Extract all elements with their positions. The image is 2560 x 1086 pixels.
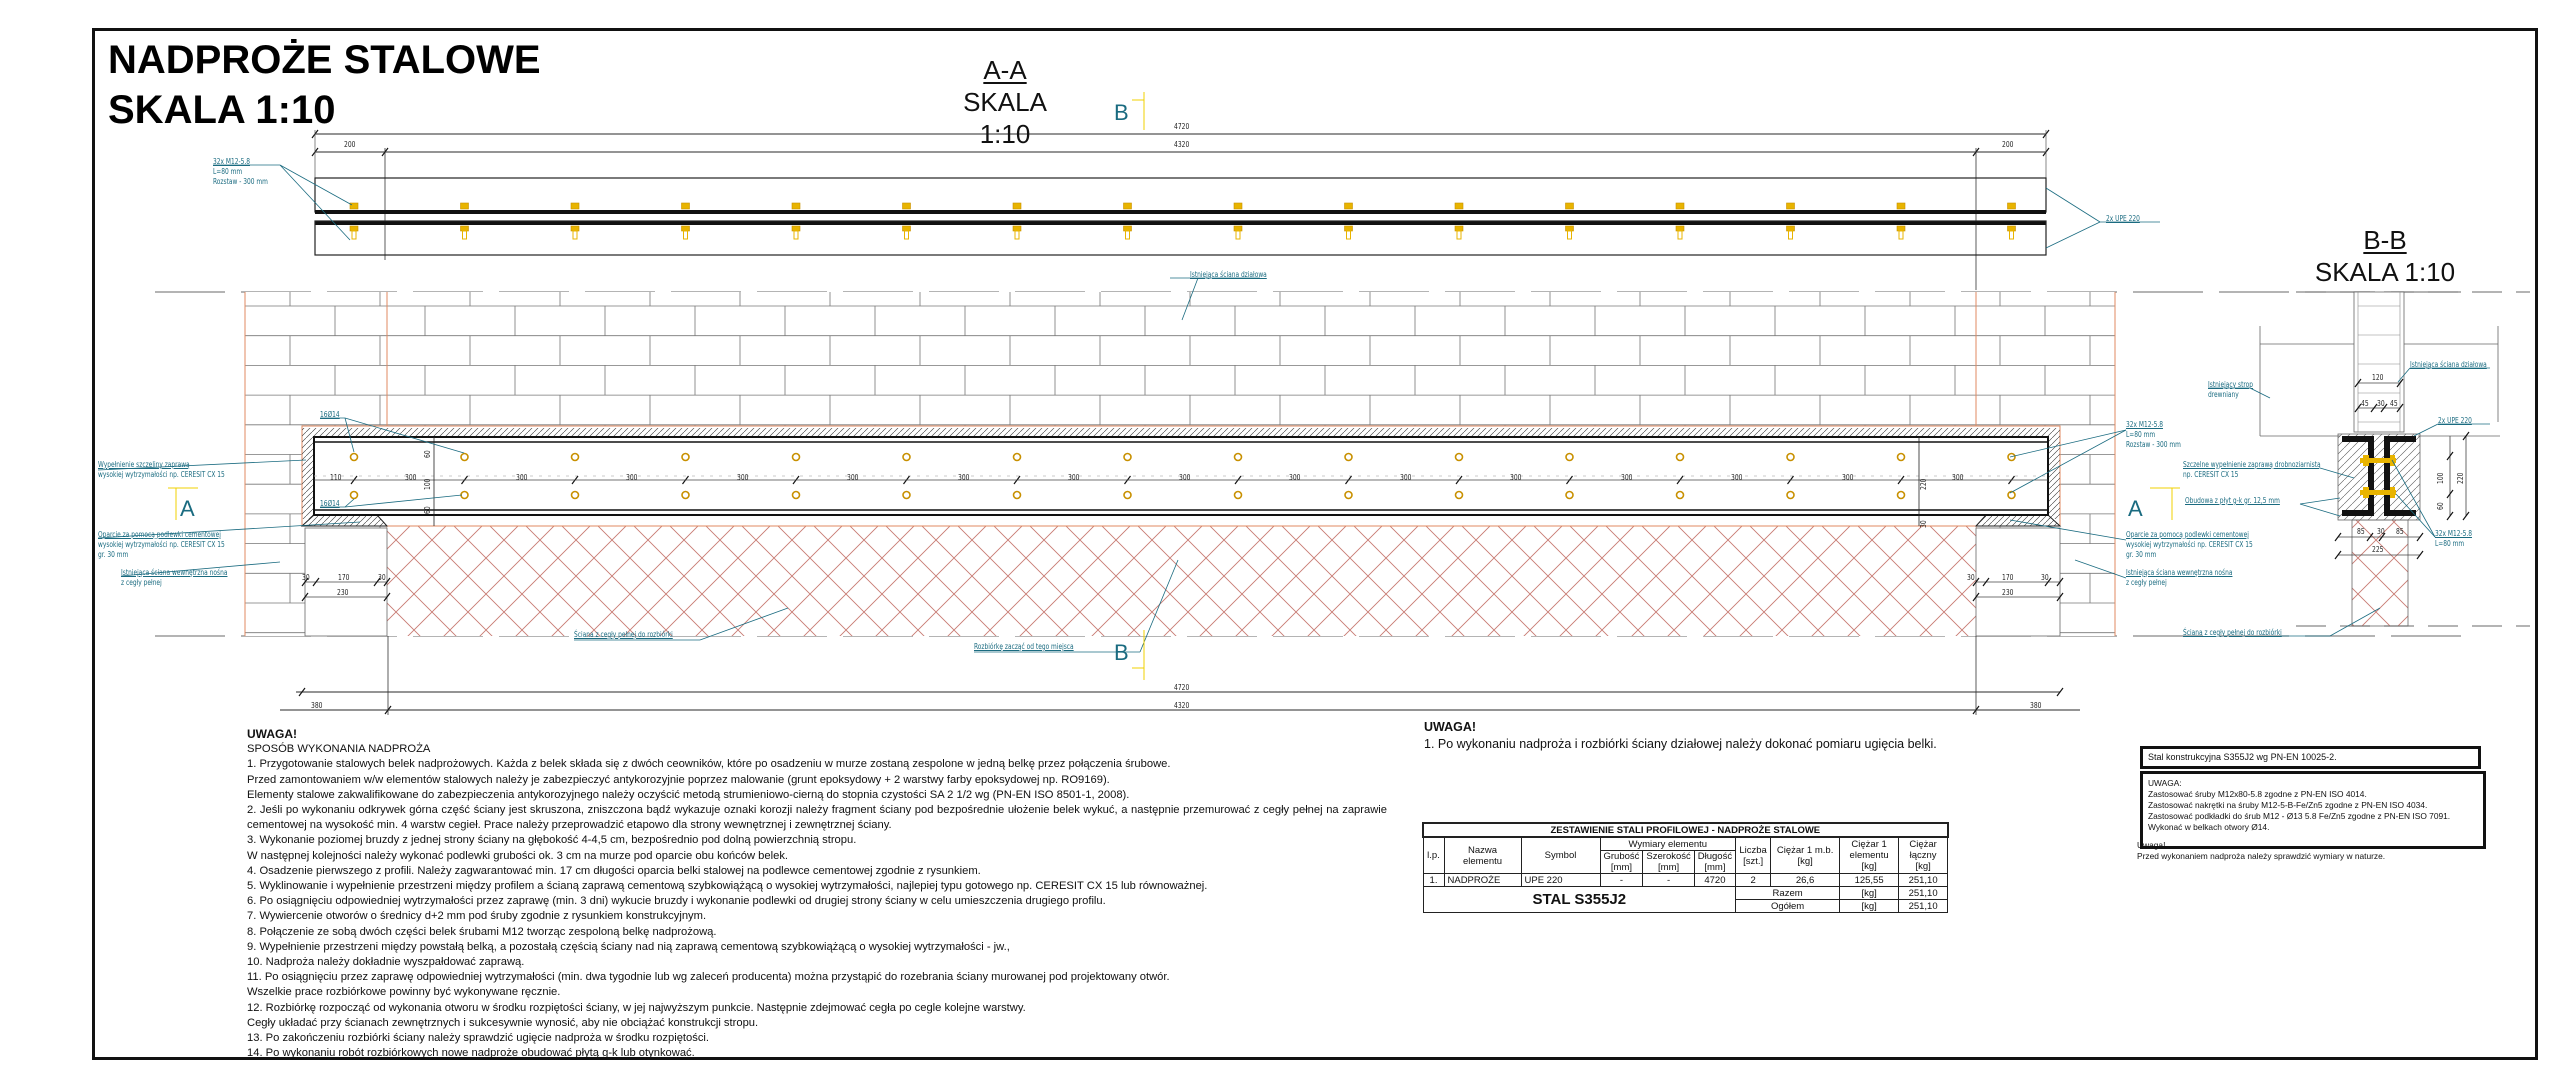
- bolt-head: [1676, 203, 1684, 209]
- cut-marker-a-right: A: [2128, 496, 2143, 521]
- leader: [2414, 424, 2438, 436]
- bolt-hole: [682, 492, 689, 499]
- th-dims-group: Wymiary elementu: [1600, 837, 1736, 851]
- bb-dim-h2: 60: [2436, 502, 2445, 510]
- bb-dim-h1: 100: [2436, 472, 2445, 484]
- th-width: Szerokość [mm]: [1643, 851, 1694, 874]
- label-bolts-right-3: Rozstaw - 300 mm: [2126, 440, 2181, 449]
- label-support-right-2: wysokiej wytrzymałości np. CERESIT CX 15: [2126, 540, 2253, 549]
- dim-spacing: 300: [1620, 473, 1632, 482]
- notes-lines: [247, 757, 1387, 1061]
- bolt-hole: [1345, 492, 1352, 499]
- note-line: 12. Rozbiórkę rozpocząć od wykonania otworu w środku rozpiętości ściany, w jej najwyższym punkcie. Następnie zdejmować cegła po cegle kolejne warstwy.: [247, 1001, 1026, 1014]
- bolt-head: [461, 203, 469, 209]
- bolt-head: [1234, 203, 1242, 209]
- bolt-head: [1897, 203, 1905, 209]
- label-holes-bottom: 16Ø14: [320, 499, 340, 508]
- label-bolts-right-2: L=80 mm: [2126, 430, 2156, 439]
- bolt-shank: [794, 231, 798, 239]
- bolt-shank: [1678, 231, 1682, 239]
- notes-subheading: SPOSÓB WYKONANIA NADPROŻA: [247, 743, 431, 756]
- plan-bolts-label-1: 32x M12-5.8: [213, 157, 250, 166]
- grand-value: 251,10: [1899, 900, 1948, 913]
- bolt-spec-box: [2140, 771, 2486, 849]
- dim-mid: 100: [423, 478, 432, 490]
- label-bearing-wall-right-2: z cegły pełnej: [2126, 578, 2167, 587]
- bb-dim-b1: 45: [2361, 399, 2369, 408]
- bb-label-timber-floor-2: drewniany: [2208, 390, 2239, 399]
- steel-spec-box: Stal konstrukcyjna S355J2 wg PN-EN 10025-2.: [2140, 746, 2481, 769]
- section-aa-title: [935, 54, 1075, 150]
- bolt-shank: [463, 231, 467, 239]
- label-support-left-3: gr. 30 mm: [98, 550, 129, 559]
- cell-weight-m: 26,6: [1771, 874, 1840, 887]
- label-bearing-wall-left-1: Istniejąca ściana wewnętrzna nośna: [121, 568, 228, 577]
- cell-length: 4720: [1694, 874, 1735, 887]
- cut-marker-b-bottom: B: [1114, 640, 1129, 665]
- bolt-nut: [350, 226, 358, 231]
- bolt-nut: [1897, 226, 1905, 231]
- cell-count: 2: [1736, 874, 1771, 887]
- bolt-hole: [903, 492, 910, 499]
- dim-inner-top: 4320: [1174, 140, 1190, 149]
- pad-right: [1976, 515, 2060, 526]
- measurement-note: [1424, 719, 1937, 753]
- dim-bearing-l-total: 230: [337, 588, 349, 597]
- dim-height-right: 220: [1919, 478, 1928, 490]
- bolt-hole: [1235, 454, 1242, 461]
- bolt-nut: [682, 226, 690, 231]
- dim-edge-bottom: 60: [423, 506, 432, 514]
- label-support-left: [98, 530, 225, 560]
- leader: [2300, 504, 2340, 516]
- note-line: W następnej kolejności należy wykonać podlewki grubości ok. 3 cm na murze pod oparcie obu końców belek.: [247, 849, 789, 862]
- bolt-nut: [461, 226, 469, 231]
- bolt-nut-section: [2390, 487, 2395, 498]
- plan-bolts-label-3: Rozstaw - 300 mm: [213, 177, 268, 186]
- cut-marker-b-top: B: [1114, 100, 1129, 125]
- dim-end-left-top: 200: [344, 140, 356, 149]
- dim-spacing: 300: [1068, 473, 1080, 482]
- table-row: [1423, 874, 1948, 887]
- bolt-head: [682, 203, 690, 209]
- bolt-hole: [1898, 454, 1905, 461]
- bolt-head: [1345, 203, 1353, 209]
- measurement-note-heading: UWAGA!: [1424, 720, 1477, 734]
- bolt-nut: [1013, 226, 1021, 231]
- bb-label-timber-floor-1: Istniejący strop: [2208, 380, 2254, 389]
- bolt-nut: [1234, 226, 1242, 231]
- note-line: 2. Jeśli po wykonaniu odkrywek górna część ściany jest skruszona, zniszczona bądź wykazuje oznaki korozji należy fragment ściany pod bezpośrednie ułożenie belek wykuć, a następnie przemurować z cegły pełnej na zaprawie cementowej na wysokość min. 4 warstw cegieł. Prace należy przeprowadzić etapowo dla strony wewnętrznej i zewnętrznej ściany.: [247, 804, 1387, 832]
- bolt-spec-line: Wykonać w belkach otwory Ø14.: [2148, 822, 2270, 832]
- cell-name: NADPROŻE: [1444, 874, 1521, 887]
- label-demolish-wall: Ściana z cegły pełnej do rozbiórki: [574, 630, 673, 639]
- dim-bearing-r-c: 30: [2041, 573, 2049, 582]
- leader: [2046, 222, 2100, 248]
- bolt-nut: [1787, 226, 1795, 231]
- final-note: [2137, 840, 2385, 862]
- bolt-hole: [1677, 492, 1684, 499]
- dim-bearing-r-a: 30: [1967, 573, 1975, 582]
- bolt-hole: [461, 454, 468, 461]
- bb-dim-w3: 85: [2396, 527, 2404, 536]
- note-line: 3. Wykonanie poziomej bruzdy z jednej strony ściany na głębokość 4-4,5 cm, bezpośrednio pod dolną powierzchnią stropu.: [247, 834, 857, 847]
- leader: [2300, 498, 2340, 504]
- dim-left-bottom: 380: [311, 701, 323, 710]
- bolt-hole: [793, 454, 800, 461]
- plan-profile-label: 2x UPE 220: [2106, 214, 2140, 223]
- bolt-head: [2008, 203, 2016, 209]
- bolt-head-section: [2363, 487, 2369, 498]
- bolt-hole: [1456, 492, 1463, 499]
- bolt-head: [571, 203, 579, 209]
- th-weight-m: Ciężar 1 m.b. [kg]: [1771, 837, 1840, 874]
- bolt-hole: [682, 454, 689, 461]
- bolt-nut: [1345, 226, 1353, 231]
- cell-weight-el: 125,55: [1840, 874, 1899, 887]
- bolt-spec-line: Zastosować nakrętki na śruby M12-5-B-Fe/Zn5 zgodne z PN-EN ISO 4034.: [2148, 800, 2428, 810]
- dim-end-right-top: 200: [2002, 140, 2014, 149]
- bb-label-casing: Obudowa z płyt g-k gr. 12,5 mm: [2185, 496, 2280, 505]
- note-line: 13. Po zakończeniu rozbiórki ściany należy sprawdzić ugięcie nadproża w środku rozpiętości.: [247, 1032, 710, 1045]
- bolt-head: [903, 203, 911, 209]
- leader: [2046, 188, 2100, 222]
- note-line: Przed zamontowaniem w/w elementów stalowych należy je zabezpieczyć antykorozyjnie poprzez malowanie (grunt epoksydowy + 2 warstwy farby epoksydowej np. RO9169).: [247, 773, 1110, 786]
- bolt-hole: [1787, 492, 1794, 499]
- dim-spacing: 300: [626, 473, 638, 482]
- mortar-fill-top: [302, 428, 2060, 437]
- bolt-hole: [1787, 454, 1794, 461]
- demolish-wall-hatch: [387, 526, 1976, 636]
- bolt-hole: [1345, 454, 1352, 461]
- plan-bolts-label: [213, 157, 268, 187]
- note-line: 9. Wypełnienie przestrzeni między powstałą belką, a pozostałą częścią ściany nad nią zaprawą cementową szybkowiążącą o wysokiej wytrzymałości - jw.,: [247, 940, 1010, 953]
- table-caption: ZESTAWIENIE STALI PROFILOWEJ - NADPROŻE STALOWE: [1423, 823, 1948, 837]
- note-line: Cegły układać przy ścianach zewnętrznych i sukcesywnie wynosić, aby nie obciążać konstrukcji stropu.: [247, 1016, 759, 1029]
- dim-spacing: 300: [1952, 473, 1964, 482]
- bolt-shank: [1126, 231, 1130, 239]
- bolt-hole: [572, 454, 579, 461]
- dim-spacing: 300: [736, 473, 748, 482]
- drawing-scale: SKALA 1:10: [108, 88, 336, 132]
- plan-bolts-label-2: L=80 mm: [213, 167, 243, 176]
- upe-flange-2: [315, 221, 2046, 225]
- label-bolts-right-1: 32x M12-5.8: [2126, 420, 2163, 429]
- label-gap-fill-2: wysokiej wytrzymałości np. CERESIT CX 15: [98, 470, 225, 479]
- cut-marker-a-left: A: [180, 496, 195, 521]
- note-line: 1. Przygotowanie stalowych belek nadprożowych. Każda z belek składa się z dwóch ceowników, które po osadzeniu w murze zostaną zespolone w jedną belkę przez połączenia śrubowe.: [247, 758, 1171, 771]
- bolt-hole: [1124, 492, 1131, 499]
- bolt-shank: [573, 231, 577, 239]
- bolt-shank: [1789, 231, 1793, 239]
- th-thickness: Grubość [mm]: [1600, 851, 1643, 874]
- sum-label: Razem: [1736, 887, 1840, 900]
- bolt-hole: [461, 492, 468, 499]
- th-weight-total: Ciężar łączny [kg]: [1899, 837, 1948, 874]
- bolt-head: [1787, 203, 1795, 209]
- bb-label-profile: 2x UPE 220: [2438, 416, 2472, 425]
- label-bolts-right: [2126, 420, 2181, 450]
- bolt-spec-line: Zastosować śruby M12x80-5.8 zgodne z PN-EN ISO 4014.: [2148, 789, 2367, 799]
- bolt-hole: [1456, 454, 1463, 461]
- bolt-nut: [903, 226, 911, 231]
- bb-label-partition: Istniejąca ściana działowa: [2410, 360, 2487, 369]
- bolt-hole: [1566, 492, 1573, 499]
- dim-spacing: 300: [1289, 473, 1301, 482]
- final-note-heading: Uwaga!: [2137, 840, 2166, 850]
- bb-label-timber-floor: [2208, 380, 2253, 400]
- bolt-hole: [1566, 454, 1573, 461]
- bolt-head: [350, 203, 358, 209]
- label-bearing-wall-right-1: Istniejąca ściana wewnętrzna nośna: [2126, 568, 2233, 577]
- bolt-nut: [792, 226, 800, 231]
- bb-dim-w1: 85: [2357, 527, 2365, 536]
- dim-bearing-r-b: 170: [2002, 573, 2014, 582]
- dim-bearing-r-total: 230: [2002, 588, 2014, 597]
- note-line: 5. Wyklinowanie i wypełnienie przestrzeni między profilem a ścianą zaprawą cementową szybkowiążącą o wysokiej wytrzymałości, najlepiej typu gotowego np. CERESIT CX 15 lub równoważnej.: [247, 880, 1208, 893]
- bb-label-fill-1: Szczelne wypełnienie zaprawą drobnoziarnistą: [2183, 460, 2321, 469]
- cell-symbol: UPE 220: [1521, 874, 1600, 887]
- bolt-head: [1455, 203, 1463, 209]
- dim-bearing-l-c: 30: [378, 573, 386, 582]
- notes-heading: UWAGA!: [247, 727, 297, 741]
- grand-unit: [kg]: [1840, 900, 1899, 913]
- bb-dim-w-total: 225: [2372, 545, 2384, 554]
- bb-dim-b3: 45: [2390, 399, 2398, 408]
- dim-spacing: 300: [957, 473, 969, 482]
- bb-dim-w2: 30: [2377, 527, 2385, 536]
- bolt-nut: [571, 226, 579, 231]
- note-line: 8. Połączenie ze sobą dwóch części belek śrubami M12 tworząc zespoloną belkę nadprożową.: [247, 925, 717, 938]
- bolt-head: [1566, 203, 1574, 209]
- dim-total-top: 4720: [1174, 122, 1190, 131]
- bolt-shank: [1568, 231, 1572, 239]
- bolt-shank: [684, 231, 688, 239]
- dim-mortar-right: 30: [1919, 520, 1928, 528]
- bolt-shank: [1015, 231, 1019, 239]
- label-bearing-wall-left-2: z cegły pełnej: [121, 578, 162, 587]
- bolt-shank: [1347, 231, 1351, 239]
- label-bearing-wall-left: [121, 568, 227, 588]
- final-note-text: Przed wykonaniem nadproża należy sprawdzić wymiary w naturze.: [2137, 851, 2386, 861]
- bolt-spec-line: Zastosować podkładki do śrub M12 - Ø13 5.8 Fe/Zn5 zgodne z PN-EN ISO 7091.: [2148, 811, 2451, 821]
- mortar-fill-left: [302, 437, 314, 519]
- bolt-nut: [1124, 226, 1132, 231]
- bolt-head: [1013, 203, 1021, 209]
- bolt-shank: [2010, 231, 2014, 239]
- upe-flange-1: [315, 210, 2046, 214]
- sum-value: 251,10: [1899, 887, 1948, 900]
- label-partition-wall: Istniejąca ściana działowa: [1190, 270, 1267, 279]
- dim-first-spacing: 110: [330, 473, 342, 482]
- dim-inner-bottom: 4320: [1174, 701, 1190, 710]
- bolt-hole: [793, 492, 800, 499]
- bolt-hole: [903, 454, 910, 461]
- bb-label-bolts-1: 32x M12-5.8: [2435, 529, 2472, 538]
- th-count: Liczba [szt.]: [1736, 837, 1771, 874]
- bolt-hole: [1124, 454, 1131, 461]
- bolt-hole: [1014, 454, 1021, 461]
- bb-label-bolts-2: L=80 mm: [2435, 539, 2465, 548]
- dim-bearing-l-b: 170: [338, 573, 350, 582]
- note-line: 14. Po wykonaniu robót rozbiórkowych nowe nadproże obudować płytą g-k lub otynkować.: [247, 1047, 695, 1060]
- pad-left: [302, 515, 387, 526]
- dim-right-bottom: 380: [2030, 701, 2042, 710]
- bolt-nut: [1455, 226, 1463, 231]
- section-aa-name: A-A: [983, 55, 1027, 85]
- bolt-hole: [351, 492, 358, 499]
- elevation-view: [98, 278, 2470, 715]
- cell-width: -: [1643, 874, 1694, 887]
- cell-lp: 1.: [1423, 874, 1444, 887]
- th-name: Nazwa elementu: [1444, 837, 1521, 874]
- bolt-hole: [1235, 492, 1242, 499]
- label-support-right-1: Oparcie za pomocą podlewki cementowej: [2126, 530, 2249, 539]
- sum-unit: [kg]: [1840, 887, 1899, 900]
- section-bb-scale: SKALA 1:10: [2314, 257, 2456, 287]
- label-gap-fill-1: Wypełnienie szczeliny zaprawą: [98, 460, 190, 469]
- th-length: Długość [mm]: [1694, 851, 1735, 874]
- label-gap-fill: [98, 460, 225, 480]
- mortar-fill-right: [2048, 437, 2060, 519]
- section-bb-name: B-B: [2363, 225, 2407, 255]
- bb-label-bolts: [2435, 529, 2472, 549]
- dim-total-bottom: 4720: [1174, 683, 1190, 692]
- th-weight-el: Ciężar 1 elementu [kg]: [1840, 837, 1899, 874]
- section-bb-title: [2310, 224, 2460, 288]
- measurement-note-text: 1. Po wykonaniu nadproża i rozbiórki ściany działowej należy dokonać pomiaru ugięcia belki.: [1424, 737, 1937, 751]
- bolt-head: [792, 203, 800, 209]
- construction-notes: [247, 727, 1387, 1061]
- note-line: 6. Po osiągnięciu odpowiedniej wytrzymałości przez zaprawę (min. 3 dni) wykucie bruzdy i wykonanie podlewki od drugiej strony ściany w celu umieszczenia drugiego profilu.: [247, 895, 1106, 908]
- cell-weight-total: 251,10: [1899, 874, 1948, 887]
- grand-label: Ogółem: [1736, 900, 1840, 913]
- dim-spacing: 300: [1399, 473, 1411, 482]
- bb-dim-b2: 30: [2377, 399, 2385, 408]
- note-line: 7. Wywiercenie otworów o średnicy d+2 mm pod śruby zgodnie z rysunkiem konstrukcyjnym.: [247, 910, 707, 923]
- label-support-right-3: gr. 30 mm: [2126, 550, 2157, 559]
- label-support-left-1: Oparcie za pomocą podlewki cementowej: [98, 530, 221, 539]
- bolt-hole: [1898, 492, 1905, 499]
- dim-spacing: 300: [1841, 473, 1853, 482]
- bolt-shank: [1899, 231, 1903, 239]
- note-line: Elementy stalowe zakwalifikowane do zabezpieczenia antykorozyjnego należy oczyścić metodą strumieniowo-cierną do stopnia czystości SA 2 1/2 wg (PN-EN ISO 8501-1, 2008).: [247, 788, 1130, 801]
- bolt-hole: [1677, 454, 1684, 461]
- bolt-shank: [1457, 231, 1461, 239]
- bb-label-fill-2: np. CERESIT CX 15: [2183, 470, 2239, 479]
- note-line: 11. Po osiągnięciu przez zaprawę odpowiedniej wytrzymałości (min. dwa tygodnie lub wg zaleceń producenta) można przystąpić do rozebrania ściany murowanej pod projektowany otwór.: [247, 971, 1170, 984]
- bolt-hole: [572, 492, 579, 499]
- bolt-hole: [351, 454, 358, 461]
- dim-bearing-l-a: 30: [302, 573, 310, 582]
- drawing-title: NADPROŻE STALOWE: [108, 38, 541, 82]
- steel-grade: STAL S355J2: [1423, 887, 1736, 913]
- bolt-head: [1124, 203, 1132, 209]
- label-holes-top: 16Ø14: [320, 410, 340, 419]
- bolt-shank: [905, 231, 909, 239]
- bolt-nut: [2008, 226, 2016, 231]
- bolt-nut: [1676, 226, 1684, 231]
- dim-edge-top: 60: [423, 450, 432, 458]
- bb-dim-wall: 120: [2372, 373, 2384, 382]
- th-symbol: Symbol: [1521, 837, 1600, 874]
- label-support-right: [2126, 530, 2253, 560]
- dim-spacing: 300: [1178, 473, 1190, 482]
- bolt-hole: [1014, 492, 1021, 499]
- steel-schedule-table: [1422, 822, 1949, 913]
- bolt-head-section: [2363, 455, 2369, 466]
- dim-spacing: 300: [405, 473, 417, 482]
- dim-spacing: 300: [1731, 473, 1743, 482]
- bb-label-demolish: Ściana z cegły pełnej do rozbiórki: [2183, 628, 2282, 637]
- note-line: Wszelkie prace rozbiórkowe powinny być wykonywane ręcznie.: [247, 986, 561, 999]
- bolt-shank: [1236, 231, 1240, 239]
- dim-spacing: 300: [847, 473, 859, 482]
- bolt-spec-heading: UWAGA:: [2148, 778, 2182, 788]
- dim-spacing: 300: [1510, 473, 1522, 482]
- section-aa-scale: SKALA 1:10: [963, 87, 1047, 149]
- note-line: 4. Osadzenie pierwszego z profili. Należy zagwarantować min. 17 cm długości oparcia belki stalowej na podlewce cementowej zgodnie z rysunkiem.: [247, 864, 981, 877]
- th-lp: l.p.: [1423, 837, 1444, 874]
- label-support-left-2: wysokiej wytrzymałości np. CERESIT CX 15: [98, 540, 225, 549]
- dim-spacing: 300: [515, 473, 527, 482]
- partition-wall-section: [2354, 292, 2404, 432]
- cell-thickness: -: [1600, 874, 1643, 887]
- label-bearing-wall-right: [2126, 568, 2232, 588]
- bolt-nut: [1566, 226, 1574, 231]
- bolt-shank: [352, 231, 356, 239]
- bb-label-fill: [2183, 460, 2321, 480]
- leader: [280, 165, 352, 205]
- note-line: 10. Nadproża należy dokładnie wyszpałdować zaprawą.: [247, 956, 525, 969]
- bb-dim-h-total: 220: [2456, 472, 2465, 484]
- label-start-here: Rozbiórkę zacząć od tego miejsca: [974, 642, 1074, 651]
